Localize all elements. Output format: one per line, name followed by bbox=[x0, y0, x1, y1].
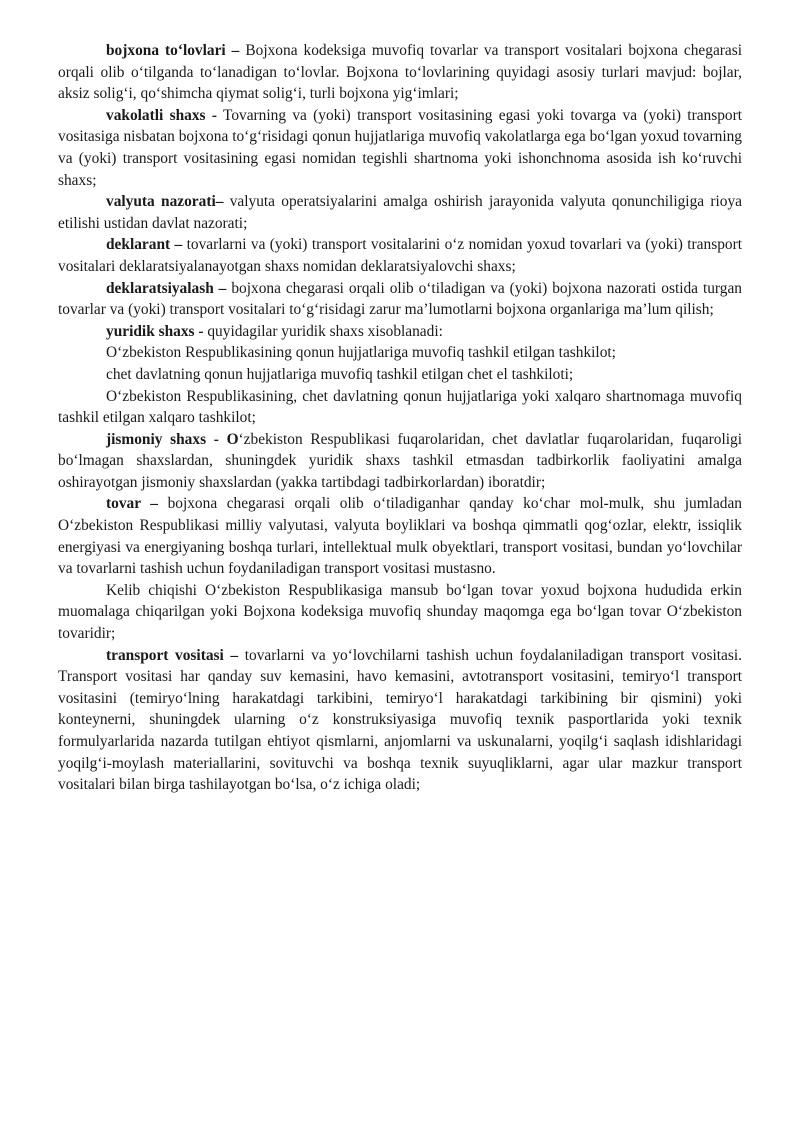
definition: Bojxona kodeksiga muvofiq tovarlar va transport vositalari bojxona chegarasi orqali olib o‘tilganda to‘lanadigan to‘lovlar. Bojxona to‘lovlarining quyidagi asosiy turlari mavjud: bojlar, aksiz solig‘i, qo‘shimcha qiymat solig‘i, turli bojxona yig‘imlari; bbox=[58, 42, 742, 103]
definition: quyidagilar yuridik shaxs xisoblanadi: bbox=[203, 322, 443, 340]
term: valyuta nazorati– bbox=[106, 193, 224, 211]
paragraph-list-item-1 bbox=[58, 342, 742, 364]
definition: O‘zbekiston Respublikasining qonun hujjatlariga muvofiq tashkil etilgan tashkilot; bbox=[106, 344, 616, 362]
definition: Tovarning va (yoki) transport vositasining egasi yoki tovarga va (yoki) transport vositasiga nisbatan bojxona to‘g‘risidagi qonun hujjatlariga muvofiq vakolatlarga ega bo‘lgan yoxud tovarning va (yoki) transport vositasining egasi nomidan tegishli shartnoma yoki ishonchnoma asosida ish ko‘ruvchi shaxs; bbox=[58, 106, 743, 189]
term: deklarant – bbox=[106, 236, 183, 254]
paragraph-bojxona-tolovlari bbox=[58, 40, 742, 105]
paragraph-jismoniy-shaxs bbox=[58, 429, 742, 494]
paragraph-list-item-2 bbox=[58, 364, 742, 386]
paragraph-yuridik-shaxs bbox=[58, 321, 742, 343]
paragraph-list-item-3 bbox=[58, 386, 742, 429]
definition: bojxona chegarasi orqali olib o‘tiladigan va (yoki) bojxona nazorati ostida turgan tovarlar va (yoki) transport vositalari to‘g‘risidagi zarur ma’lumotlarni bojxona organlariga ma’lum qilish; bbox=[58, 279, 742, 319]
definition: chet davlatning qonun hujjatlariga muvofiq tashkil etilgan chet el tashkiloti; bbox=[106, 365, 574, 383]
definition: bojxona chegarasi orqali olib o‘tiladiganhar qanday ko‘char mol-mulk, shu jumladan O‘zbekiston Respublikasi milliy valyutasi, valyuta boyliklari va boshqa qimmatli qog‘ozlar, elektr, issiqlik energiyasi va energiyaning boshqa turlari, intellektual mulk obyektlari, transport vositasi, bundan yo‘lovchilar va tovarlarni tashish uchun foydaniladigan transport vositasi mustasno. bbox=[58, 495, 742, 578]
definition: valyuta operatsiyalarini amalga oshirish jarayonida valyuta qonunchiligiga rioya etilishi ustidan davlat nazorati; bbox=[58, 193, 742, 232]
term: vakolatli shaxs - bbox=[106, 106, 217, 124]
term: deklaratsiyalash – bbox=[106, 279, 227, 297]
paragraph-deklarant bbox=[58, 234, 742, 277]
definition: tovarlarni va yo‘lovchilarni tashish uchun foydalaniladigan transport vositasi. Transport vositasi har qanday suv kemasini, havo kemasini, avtotransport vositasini, temiryo‘l transport vositasini (temiryo‘lning harakatdagi tarkibini, temiryo‘l harakatdagi tarkibining bir qismini) yoki konteynerni, shuningdek ularning o‘z konstruksiyasiga muvofiq texnik pasportlarida yoki texnik formulyarlarida nazarda tutilgan ehtiyot qismlarni, anjomlarni va uskunalarni, yoqilg‘i saqlash idishlaridagi yoqilg‘i-moylash materiallarini, sovituvchi va boshqa texnik suyuqliklarni, agar ular mazkur transport vositalari bilan birga tashilayotgan bo‘lsa, o‘z ichiga oladi; bbox=[58, 646, 743, 794]
paragraph-ozbekiston-tovari bbox=[58, 580, 742, 645]
definition: ‘zbekiston Respublikasi fuqarolaridan, chet davlatlar fuqarolaridan, fuqaroligi bo‘lmagan shaxslardan, shuningdek yuridik shaxs tashkil etmasdan tadbirkorlik faoliyatini amalga oshirayotgan jismoniy shaxslardan (yakka tartibdagi tadbirkorlardan) iboratdir; bbox=[58, 430, 742, 491]
paragraph-vakolatli-shaxs bbox=[58, 105, 742, 191]
term: tovar – bbox=[106, 495, 159, 513]
term: yuridik shaxs - bbox=[106, 322, 204, 340]
paragraph-tovar bbox=[58, 493, 742, 579]
definition: O‘zbekiston Respublikasining, chet davlatning qonun hujjatlariga yoki xalqaro shartnomaga muvofiq tashkil etilgan xalqaro tashkilot; bbox=[58, 387, 742, 427]
paragraph-deklaratsiyalash bbox=[58, 278, 742, 321]
definition: Kelib chiqishi O‘zbekiston Respublikasiga mansub bo‘lgan tovar yoxud bojxona hududida erkin muomalaga chiqarilgan yoki Bojxona kodeksiga muvofiq shunday maqomga ega bo‘lgan tovar O‘zbekiston tovaridir; bbox=[58, 581, 742, 643]
paragraph-transport-vositasi bbox=[58, 645, 742, 796]
term: jismoniy shaxs - O bbox=[106, 430, 239, 448]
term: bojxona to‘lovlari – bbox=[106, 42, 240, 59]
definition: tovarlarni va (yoki) transport vositalarini o‘z nomidan yoxud tovarlari va (yoki) transport vositalari deklaratsiyalanayotgan shaxs nomidan deklaratsiyalovchi shaxs; bbox=[58, 236, 742, 275]
paragraph-valyuta-nazorati bbox=[58, 191, 742, 234]
term: transport vositasi – bbox=[106, 646, 239, 664]
